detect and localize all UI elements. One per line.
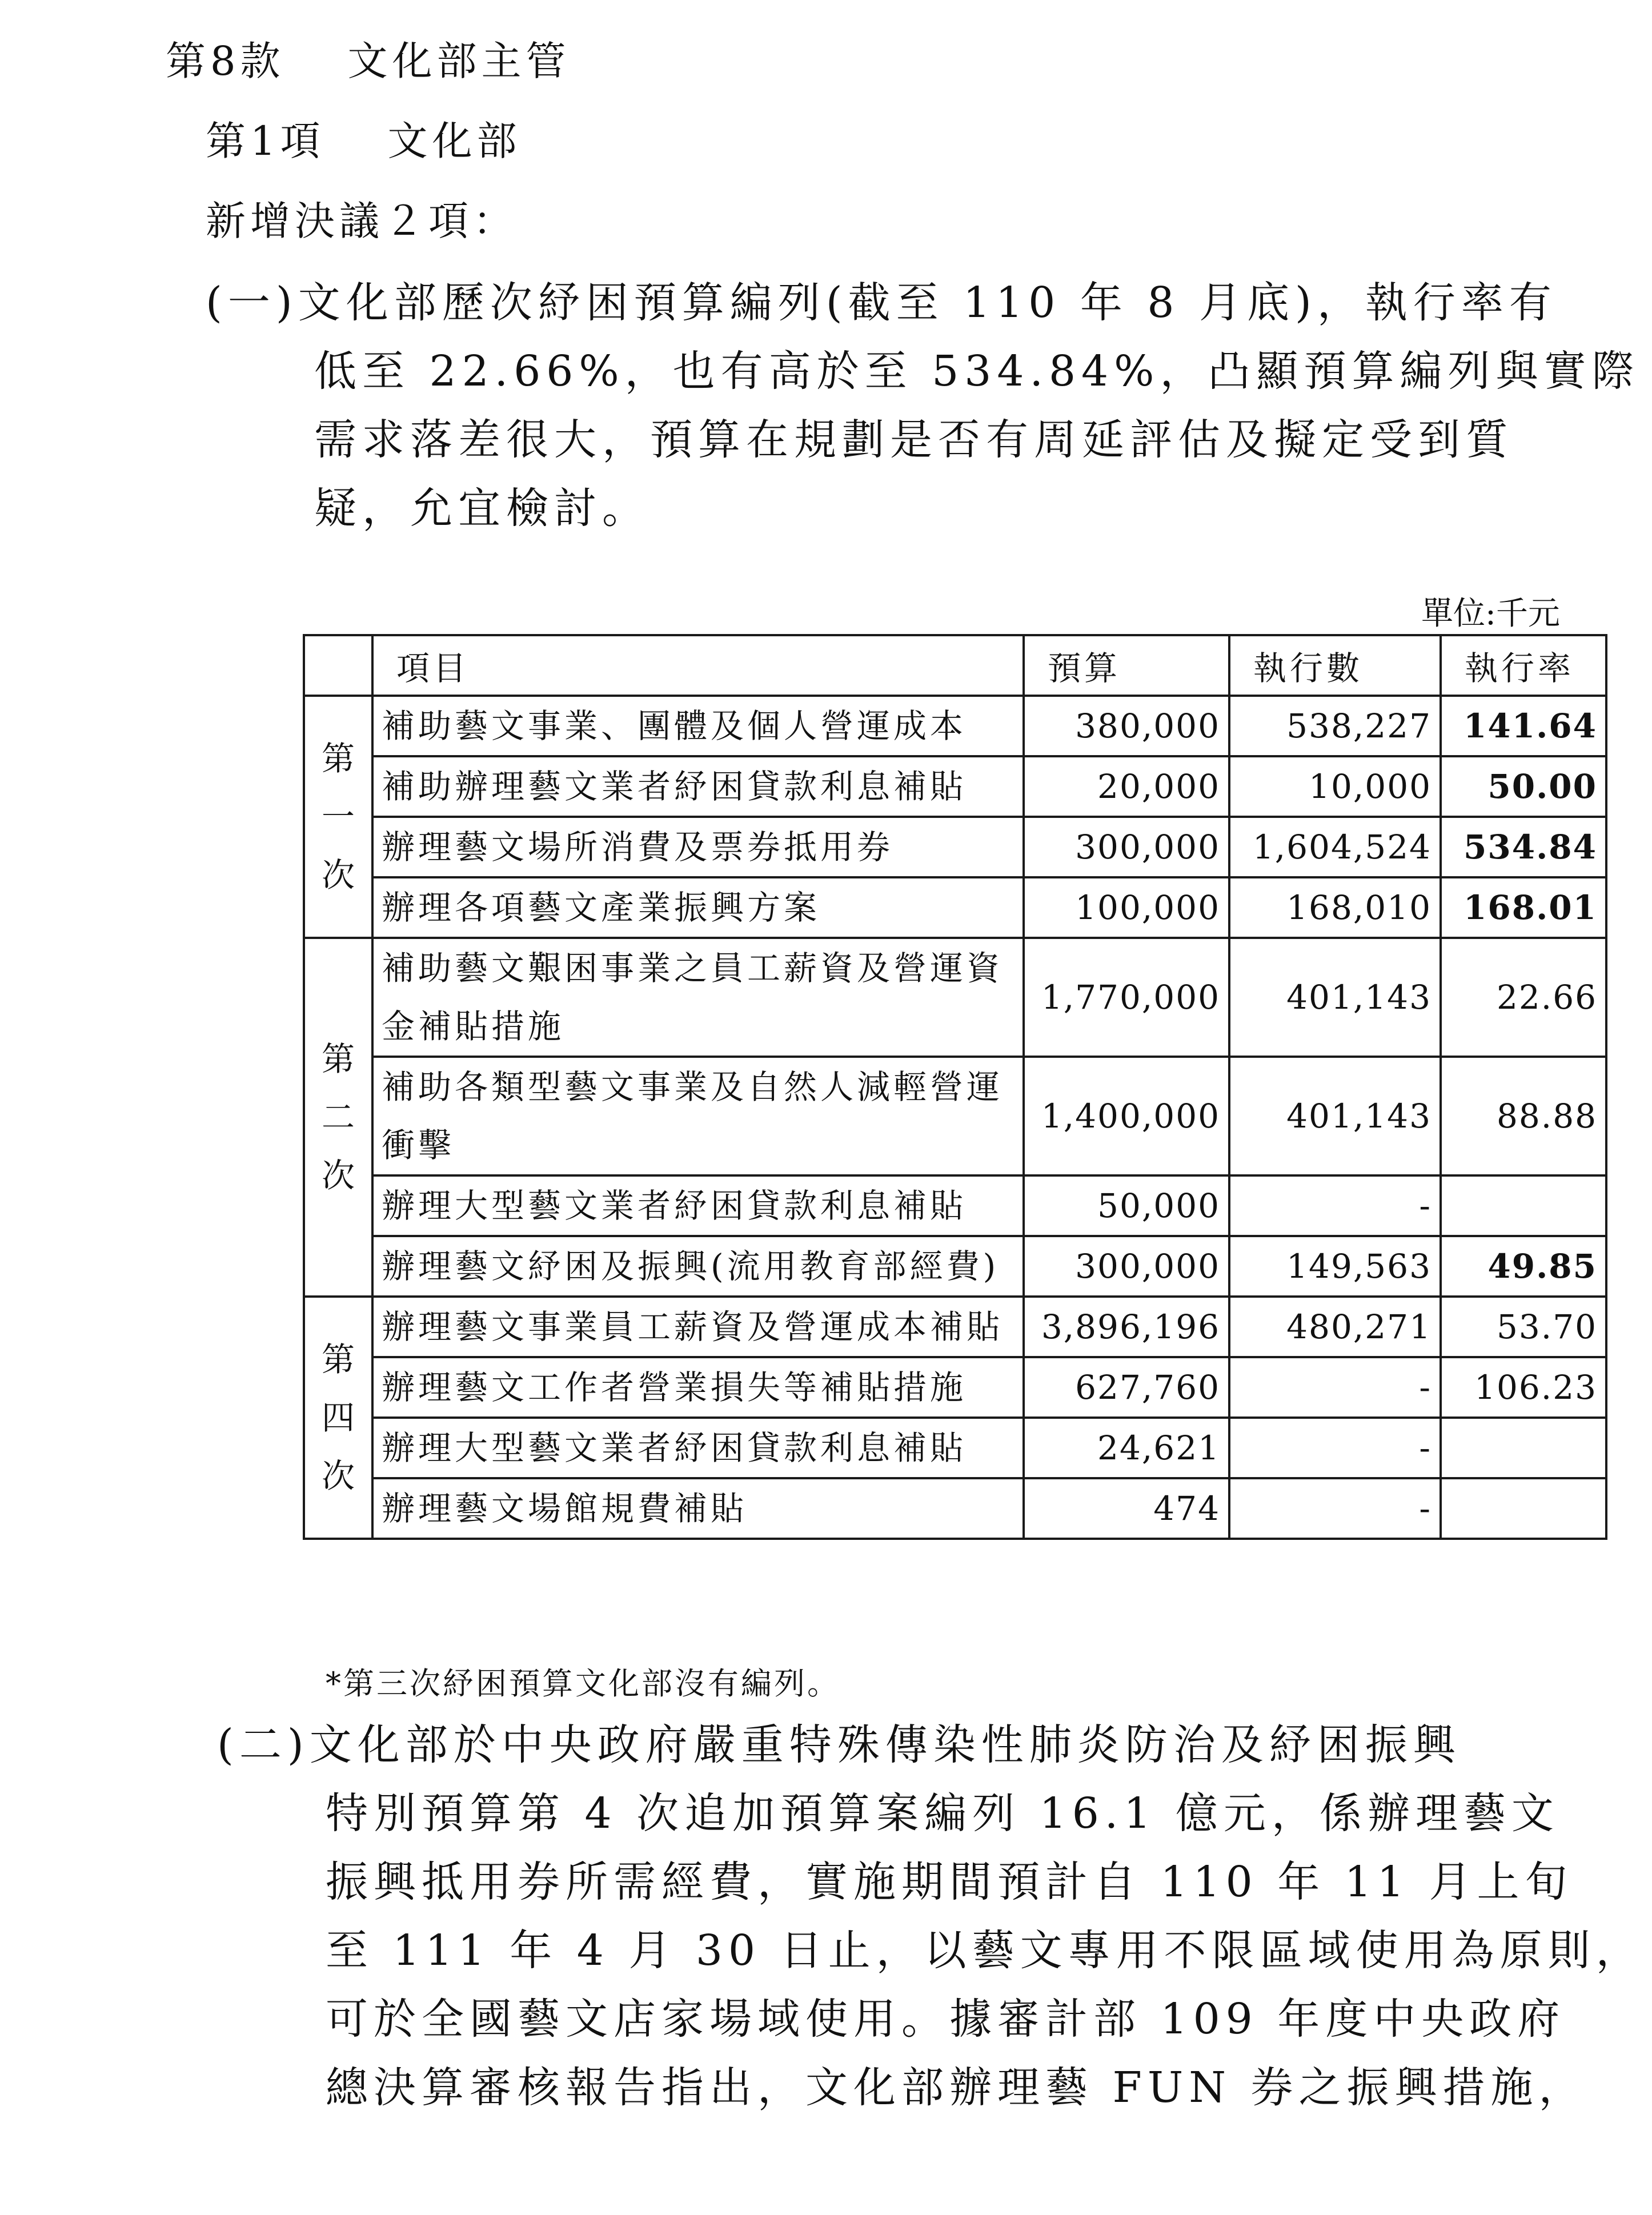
- budget-cell: 24,621: [1024, 1418, 1229, 1478]
- executed-cell: 10,000: [1229, 756, 1441, 817]
- table-row: [304, 938, 1606, 1057]
- budget-cell: 3,896,196: [1024, 1297, 1229, 1357]
- section-title: 文化部主管: [347, 38, 571, 85]
- batch-char: 一: [321, 797, 355, 836]
- executed-cell: 538,227: [1229, 696, 1441, 756]
- item-cell: 辦理藝文場館規費補貼: [372, 1478, 1024, 1539]
- batch-char: 次: [321, 1156, 355, 1195]
- budget-cell: 100,000: [1024, 877, 1229, 938]
- item-number: 第1項: [206, 118, 325, 164]
- item-title: 文化部: [387, 118, 522, 164]
- section-heading: [166, 38, 571, 85]
- table-row: [304, 696, 1606, 756]
- budget-cell: 300,000: [1024, 1236, 1229, 1297]
- executed-cell: -: [1229, 1357, 1441, 1418]
- paragraph-1-line: (一)文化部歷次紓困預算編列(截至 110 年 8 月底)，執行率有: [206, 278, 1557, 327]
- budget-table: [303, 634, 1607, 1540]
- budget-cell: 300,000: [1024, 817, 1229, 877]
- rate-cell: 50.00: [1441, 756, 1606, 817]
- item-cell: 補助藝文艱困事業之員工薪資及營運資金補貼措施: [372, 938, 1024, 1057]
- item-cell: 辦理大型藝文業者紓困貸款利息補貼: [372, 1418, 1024, 1478]
- paragraph-2-line: (二)文化部於中央政府嚴重特殊傳染性肺炎防治及紓困振興: [217, 1720, 1461, 1769]
- paragraph-1-line: 需求落差很大，預算在規劃是否有周延評估及擬定受到質: [314, 415, 1514, 464]
- paragraph-2-line: 振興抵用券所需經費，實施期間預計自 110 年 11 月上旬: [326, 1857, 1573, 1907]
- paragraph-2: [217, 1711, 1644, 2122]
- table-body: [304, 696, 1606, 1539]
- item-cell: 辦理藝文工作者營業損失等補貼措施: [372, 1357, 1024, 1418]
- paragraph-2-line: 總決算審核報告指出，文化部辦理藝 FUN 券之振興措施，: [326, 2063, 1587, 2112]
- table-row: [304, 817, 1606, 877]
- rate-cell: 53.70: [1441, 1297, 1606, 1357]
- budget-cell: 1,400,000: [1024, 1057, 1229, 1175]
- batch-label: [304, 1297, 372, 1539]
- rate-cell: [1441, 1175, 1606, 1236]
- table-row: [304, 1175, 1606, 1236]
- rate-cell: 88.88: [1441, 1057, 1606, 1175]
- table-row: [304, 1478, 1606, 1539]
- resolution-heading: 新增決議２項：: [206, 198, 518, 244]
- executed-cell: -: [1229, 1175, 1441, 1236]
- budget-cell: 1,770,000: [1024, 938, 1229, 1057]
- batch-char: 次: [321, 856, 355, 894]
- item-cell: 補助藝文事業、團體及個人營運成本: [372, 696, 1024, 756]
- batch-char: 第: [321, 1040, 355, 1078]
- budget-cell: 50,000: [1024, 1175, 1229, 1236]
- rate-cell: 168.01: [1441, 877, 1606, 938]
- item-cell: 辦理各項藝文產業振興方案: [372, 877, 1024, 938]
- table-row: [304, 1297, 1606, 1357]
- item-cell: 辦理藝文事業員工薪資及營運成本補貼: [372, 1297, 1024, 1357]
- batch-label: [304, 696, 372, 938]
- unit-label: 單位:千元: [1421, 595, 1560, 632]
- table-row: [304, 877, 1606, 938]
- rate-cell: 534.84: [1441, 817, 1606, 877]
- paragraph-1: [206, 268, 1639, 543]
- item-cell: 補助辦理藝文業者紓困貸款利息補貼: [372, 756, 1024, 817]
- paragraph-2-line: 至 111 年 4 月 30 日止，以藝文專用不限區域使用為原則，: [326, 1926, 1644, 1975]
- table-header-row: [304, 635, 1606, 696]
- executed-cell: 149,563: [1229, 1236, 1441, 1297]
- rate-cell: [1441, 1418, 1606, 1478]
- header-budget: 預算: [1024, 635, 1229, 696]
- batch-char: 第: [321, 1340, 355, 1379]
- batch-char: 二: [321, 1098, 355, 1137]
- header-batch: [304, 635, 372, 696]
- budget-cell: 474: [1024, 1478, 1229, 1539]
- paragraph-1-line: 低至 22.66%，也有高於至 534.84%，凸顯預算編列與實際: [314, 347, 1640, 396]
- budget-cell: 627,760: [1024, 1357, 1229, 1418]
- batch-label: [304, 938, 372, 1297]
- table-row: [304, 1357, 1606, 1418]
- rate-cell: 141.64: [1441, 696, 1606, 756]
- batch-char: 第: [321, 739, 355, 778]
- executed-cell: 401,143: [1229, 1057, 1441, 1175]
- table-row: [304, 1057, 1606, 1175]
- executed-cell: 168,010: [1229, 877, 1441, 938]
- rate-cell: [1441, 1478, 1606, 1539]
- table-row: [304, 756, 1606, 817]
- paragraph-1-line: 疑，允宜檢討。: [314, 484, 650, 533]
- table-row: [304, 1236, 1606, 1297]
- batch-char: 次: [321, 1456, 355, 1495]
- executed-cell: 401,143: [1229, 938, 1441, 1057]
- header-rate: 執行率: [1441, 635, 1606, 696]
- item-heading: [206, 118, 522, 164]
- rate-cell: 49.85: [1441, 1236, 1606, 1297]
- budget-cell: 20,000: [1024, 756, 1229, 817]
- executed-cell: 480,271: [1229, 1297, 1441, 1357]
- executed-cell: 1,604,524: [1229, 817, 1441, 877]
- rate-cell: 22.66: [1441, 938, 1606, 1057]
- batch-char: 四: [321, 1398, 355, 1437]
- header-executed: 執行數: [1229, 635, 1441, 696]
- paragraph-2-line: 特別預算第 4 次追加預算案編列 16.1 億元，係辦理藝文: [326, 1789, 1559, 1838]
- table-footnote: *第三次紓困預算文化部沒有編列。: [326, 1666, 840, 1702]
- header-item: 項目: [372, 635, 1024, 696]
- item-cell: 辦理藝文場所消費及票券抵用券: [372, 817, 1024, 877]
- table-row: [304, 1418, 1606, 1478]
- executed-cell: -: [1229, 1478, 1441, 1539]
- item-cell: 補助各類型藝文事業及自然人減輕營運衝擊: [372, 1057, 1024, 1175]
- item-cell: 辦理藝文紓困及振興(流用教育部經費): [372, 1236, 1024, 1297]
- rate-cell: 106.23: [1441, 1357, 1606, 1418]
- budget-cell: 380,000: [1024, 696, 1229, 756]
- item-cell: 辦理大型藝文業者紓困貸款利息補貼: [372, 1175, 1024, 1236]
- executed-cell: -: [1229, 1418, 1441, 1478]
- paragraph-2-line: 可於全國藝文店家場域使用。據審計部 109 年度中央政府: [326, 1995, 1566, 2044]
- section-number: 第8款: [166, 38, 285, 85]
